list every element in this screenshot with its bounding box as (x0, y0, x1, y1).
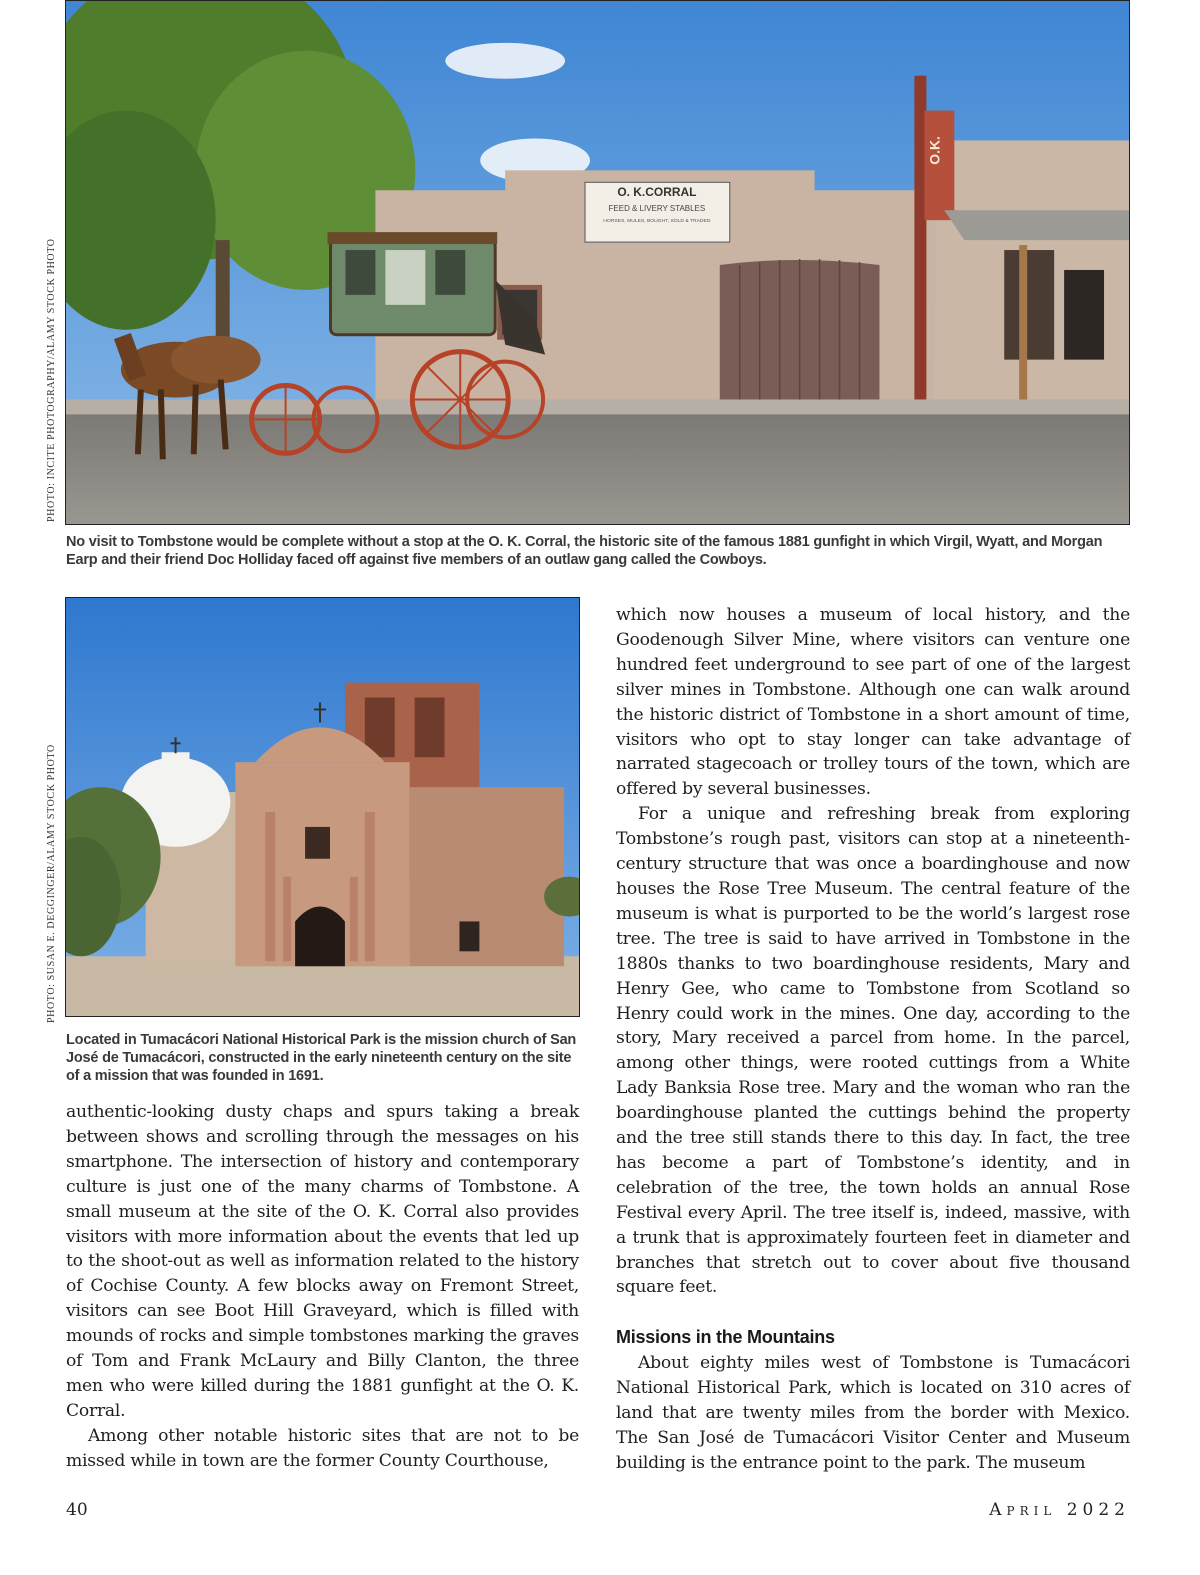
left-paragraph-1: authentic-looking dusty chaps and spurs taking a break between shows and scrolling through the messages on his smartphone. The intersection of history and contemporary culture is just one of the many charms of Tombstone. A small museum at the site of the O. K. Corral also provides visitors with more information about the events that led up to the shoot-out as well as information related to the history of Cochise County. A few blocks away on Fremont Street, visitors can see Boot Hill Graveyard, which is filled with mounds of rocks and simple tombstones marking the graves of Tom and Frank McLaury and Billy Clanton, the three men who were killed during the 1881 gunfight at the O. K. Corral. (66, 1102, 579, 1421)
left-column (66, 1100, 579, 1474)
left-paragraph-2: Among other notable historic sites that are not to be missed while in town are the former County Courthouse, (66, 1425, 579, 1471)
issue-date: April 2022 (989, 1500, 1130, 1520)
page-number: 40 (66, 1500, 88, 1520)
corral-sign-title: O. K.CORRAL (617, 185, 697, 200)
corral-sign-line3: HORSES, MULES, BOUGHT, SOLD & TRADED (603, 218, 711, 225)
photo-credit-left: PHOTO: SUSAN E. DEGGINGER/ALAMY STOCK PHOTO (46, 744, 57, 1023)
right-paragraph-2: For a unique and refreshing break from exploring Tombstone’s rough past, visitors can stop at a nineteenth-century structure that was once a boardinghouse and now houses the Rose Tree Museum. The central feature of the museum is what is purported to be the world’s largest rose tree. The tree is said to have arrived in Tombstone in the 1880s thanks to two boardinghouse residents, Mary and Henry Gee, who came to Tombstone from Scotland so Henry could work in the mines. One day, according to the story, Mary received a parcel from home. In the parcel, among other things, were rooted cuttings from a White Lady Banksia Rose tree. Mary and the woman who ran the boardinghouse planted the cuttings behind the property and the tree still stands there to this day. In fact, the tree has become a part of Tombstone’s identity, and in celebration of the tree, the town holds an annual Rose Festival every April. The tree itself is, indeed, massive, with a trunk that is approximately fourteen feet in diameter and branches that stretch out to cover about five thousand square feet. (616, 804, 1130, 1298)
mission-photo (65, 597, 580, 1017)
caption-top-photo: No visit to Tombstone would be complete without a stop at the O. K. Corral, the historic site of the famous 1881 gunfight in which Virgil, Wyatt, and Morgan Earp and their friend Doc Holliday faced off against five members of an outlaw gang called the Cowboys. (66, 534, 1103, 568)
right-column (616, 603, 1130, 1476)
right-paragraph-1: which now houses a museum of local history, and the Goodenough Silver Mine, where visitors can venture one hundred feet underground to see part of one of the largest silver mines in Tombstone. Although one can walk around the historic district of Tombstone in a short amount of time, visitors who opt to stay longer can take advantage of narrated stagecoach or trolley tours of the town, which are offered by several businesses. (616, 605, 1130, 800)
corral-sign-line2: FEED & LIVERY STABLES (608, 204, 706, 214)
caption-mission-photo: Located in Tumacácori National Historical Park is the mission church of San José de Tumacácori, constructed in the early nineteenth century on the site of a mission that was founded in 1691. (66, 1032, 577, 1084)
ok-post-sign: O.K. (926, 136, 943, 165)
ok-corral-photo (65, 0, 1130, 525)
section-heading: Missions in the Mountains (616, 1327, 835, 1348)
photo-credit-top: PHOTO: INCITE PHOTOGRAPHY/ALAMY STOCK PHOTO (46, 238, 57, 522)
right-paragraph-3: About eighty miles west of Tombstone is Tumacácori National Historical Park, which is located on 310 acres of land that are twenty miles from the border with Mexico. The San José de Tumacácori Visitor Center and Museum building is the entrance point to the park. The museum (616, 1353, 1130, 1473)
